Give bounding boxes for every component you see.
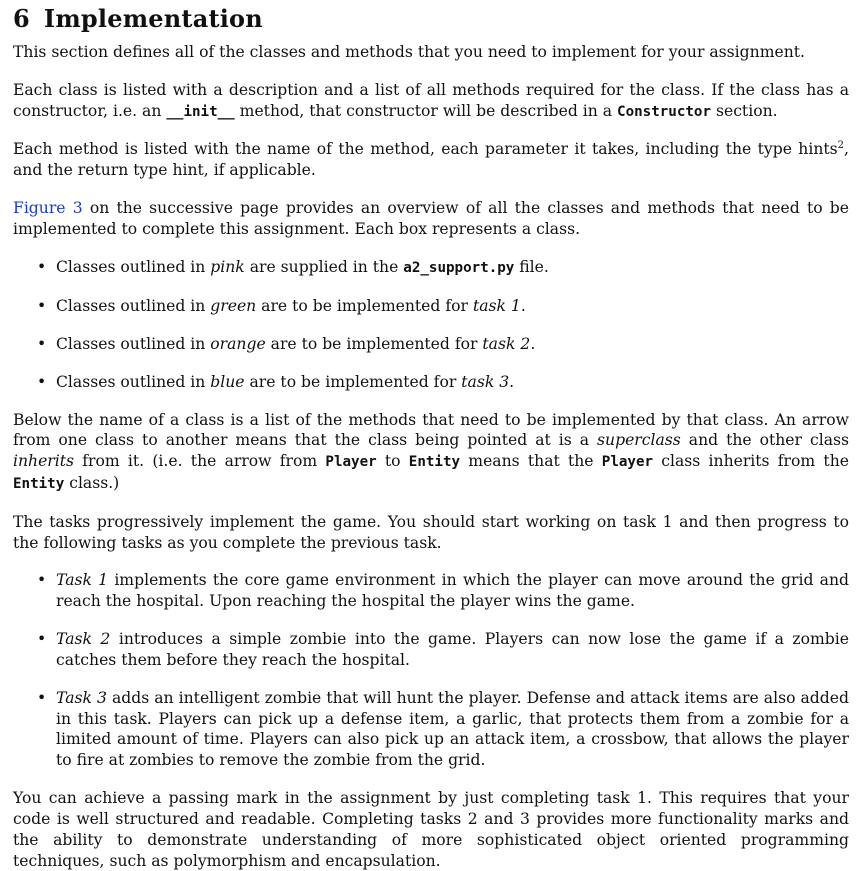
task-name: task 3 bbox=[461, 372, 510, 391]
bullet-icon: • bbox=[37, 372, 47, 391]
filename-code: a2_support.py bbox=[403, 259, 515, 276]
bullet-icon: • bbox=[37, 257, 47, 276]
color-name: blue bbox=[210, 372, 245, 391]
entity-code: Entity bbox=[408, 454, 461, 471]
text-span: . bbox=[509, 372, 515, 391]
text-span: class inherits from the bbox=[653, 452, 849, 471]
bullet-icon: • bbox=[37, 334, 47, 353]
passing-mark-paragraph: You can achieve a passing mark in the assignment by just completing task 1. This requires that your code is well structured and readable. Completing tasks 2 and 3 provides more functionality marks and the ability to demonstrate understanding of more sophisticated object oriented programming techniques, such as polymorphism and encapsulation. bbox=[13, 789, 849, 870]
method-description-paragraph bbox=[13, 139, 849, 181]
text-span: Classes outlined in bbox=[56, 334, 211, 353]
list-item bbox=[13, 570, 849, 612]
text-span: are to be implemented for bbox=[256, 296, 473, 315]
init-code: __init__ bbox=[166, 103, 235, 120]
figure-3-link[interactable]: Figure 3 bbox=[13, 198, 83, 217]
intro-paragraph: This section defines all of the classes and methods that you need to implement for your assignment. bbox=[13, 43, 805, 61]
text-span: Each method is listed with the name of the method, each parameter it takes, including the type hints bbox=[13, 140, 838, 159]
inheritance-paragraph bbox=[13, 410, 849, 495]
class-description-paragraph bbox=[13, 80, 849, 123]
task-description: introduces a simple zombie into the game. Players can now lose the game if a zombie catches them before they reach the hospital. bbox=[56, 630, 849, 669]
text-span: Classes outlined in bbox=[56, 257, 211, 276]
text-span: to bbox=[376, 452, 409, 471]
section-title: Implementation bbox=[43, 4, 263, 33]
text-span: Below the name of a class is a list of the methods that need to be implemented by that class. An arrow from one class to another means that the class being pointed at is a bbox=[13, 410, 849, 450]
bullet-icon: • bbox=[37, 688, 47, 707]
text-span: are to be implemented for bbox=[244, 372, 462, 391]
task-name: task 1 bbox=[472, 296, 521, 315]
bullet-icon: • bbox=[37, 630, 47, 649]
task-description: adds an intelligent zombie that will hunt the player. Defense and attack items are also added in this task. Players can pick up a defense item, a garlic, that protects them from a zombie for a limited amount of time. Players can also pick up an attack item, a crossbow, that allows the player to fire at zombies to remove the zombie from the grid. bbox=[56, 688, 849, 770]
entity-code: Entity bbox=[13, 475, 65, 492]
list-item bbox=[13, 257, 849, 279]
list-item bbox=[13, 629, 849, 671]
constructor-code: Constructor bbox=[617, 103, 712, 120]
text-span: from it. (i.e. the arrow from bbox=[74, 452, 326, 471]
player-code: Player bbox=[325, 454, 377, 471]
task-name: task 2 bbox=[482, 334, 531, 353]
task-name: Task 2 bbox=[56, 630, 111, 649]
text-span: Classes outlined in bbox=[56, 372, 211, 391]
text-span: method, that constructor will be described in a bbox=[234, 101, 618, 120]
text-span: Each class is listed with a description and a list of all methods required for the class. If the class has a constructor, i.e. an bbox=[13, 80, 849, 120]
text-span: on the successive page provides an overview of all the classes and methods that need to be implemented to complete this assignment. Each box represents a class. bbox=[13, 198, 849, 238]
section-heading bbox=[13, 4, 849, 34]
bullet-icon: • bbox=[37, 571, 47, 590]
superclass-term: superclass bbox=[597, 431, 681, 450]
list-item bbox=[13, 296, 849, 317]
text-span: Classes outlined in bbox=[56, 296, 211, 315]
text-span: file. bbox=[514, 257, 549, 276]
task-name: Task 3 bbox=[56, 688, 107, 707]
text-span: means that the bbox=[460, 452, 602, 471]
task-name: Task 1 bbox=[56, 571, 109, 590]
color-legend-list bbox=[13, 257, 849, 393]
text-span: and the other class bbox=[680, 431, 849, 450]
tasks-intro-paragraph: The tasks progressively implement the game. You should start working on task 1 and then progress to the following tasks as you complete the previous task. bbox=[13, 512, 849, 552]
task-description: implements the core game environment in which the player can move around the grid and reach the hospital. Upon reaching the hospital the player wins the game. bbox=[56, 571, 849, 611]
task-list bbox=[13, 570, 849, 771]
section-number: 6 bbox=[13, 4, 30, 33]
footnote-marker[interactable]: 2 bbox=[837, 140, 845, 152]
list-item bbox=[13, 334, 849, 355]
text-span: . bbox=[520, 296, 526, 315]
text-span: class.) bbox=[64, 473, 120, 492]
inherits-term: inherits bbox=[13, 452, 75, 471]
color-name: green bbox=[210, 296, 257, 315]
list-item bbox=[13, 372, 849, 393]
player-code: Player bbox=[601, 454, 654, 471]
list-item bbox=[13, 688, 849, 771]
color-name: orange bbox=[210, 334, 266, 353]
text-span: are to be implemented for bbox=[265, 334, 483, 353]
bullet-icon: • bbox=[37, 296, 47, 315]
text-span: , and the return type hint, if applicable. bbox=[13, 140, 849, 180]
text-span: . bbox=[530, 334, 536, 353]
color-name: pink bbox=[210, 257, 245, 276]
text-span: are supplied in the bbox=[244, 257, 404, 276]
text-span: section. bbox=[711, 101, 778, 120]
figure-reference-paragraph bbox=[13, 198, 849, 240]
